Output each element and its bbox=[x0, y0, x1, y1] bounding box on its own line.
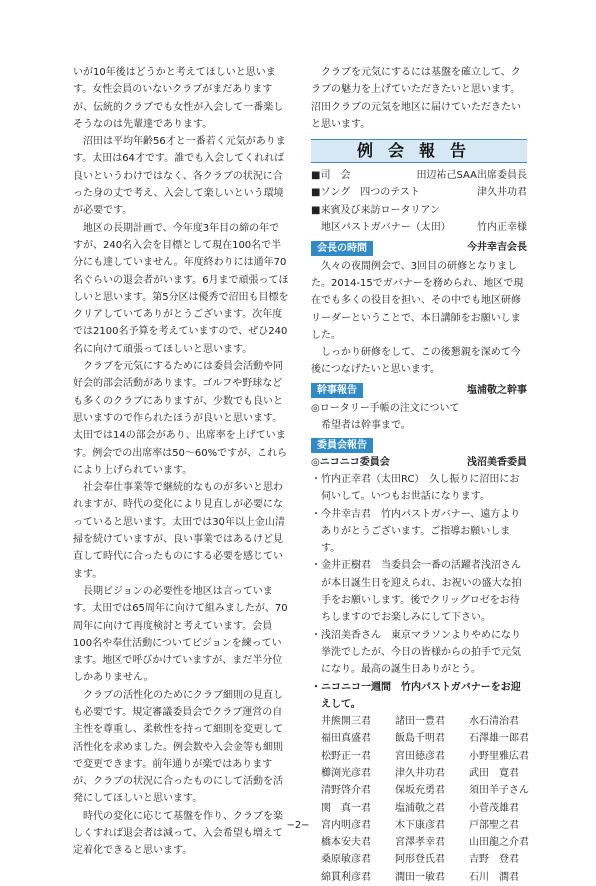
paragraph: クラブの活性化のためにクラブ細則の見直しも必要です。規定審議委員会でクラブ運営の自主性を尊重し、柔軟性を持って細則を変更して活性化を求めました。例会数や入会金等も細則で変更できます。前年通りが楽ではありますが、クラブの状況に合ったものにして活動を活発にしてほしいと思います。 bbox=[73, 689, 283, 805]
president-text: しっかり研修をして、この後懇親を深めて今後につなげたいと思います。 bbox=[311, 347, 521, 376]
program-row bbox=[311, 219, 527, 236]
name-row bbox=[321, 713, 527, 730]
paragraph: 社会奉仕事業等で継続的なものが多いと思われますが、時代の変化により見直しが必要になっていると思います。太田では30年以上金山清掃を続けていますが、良い事業ではあるけど見直して時代に合ったものにする必要を感じています。 bbox=[73, 482, 285, 580]
program-value: 津久井功君 bbox=[477, 187, 527, 199]
member-name: 潤田一敏君 bbox=[395, 871, 445, 883]
member-name: 塩浦敬之君 bbox=[395, 802, 445, 814]
member-name: 山田龍之介君 bbox=[469, 837, 529, 849]
program-value: 竹内正幸様 bbox=[477, 222, 527, 234]
niko-header bbox=[311, 454, 527, 471]
name-row bbox=[321, 730, 527, 747]
paragraph: クラブを元気にするためには委員会活動や同好会的部会活動があります。ゴルフや野球なども多くのクラブにありますが、少数でも良いと思いますので作られたほうが良いと思います。太田では14の部会があり、出席率を上げています。例会での出席率は50〜60%ですが、これらにより上げられています。 bbox=[73, 361, 288, 476]
member-name: 小野里雅広君 bbox=[469, 750, 529, 762]
member-name: 阿形登氏君 bbox=[395, 854, 445, 866]
member-name: 石川 潤君 bbox=[469, 871, 519, 883]
program-row bbox=[311, 167, 527, 184]
program-row bbox=[311, 202, 527, 219]
program-value: 田辺祐己SAA出席委員長 bbox=[416, 170, 527, 182]
program-label: 地区パストガバナー（太田） bbox=[321, 222, 451, 234]
member-name: 吉野 登君 bbox=[469, 854, 519, 866]
member-name: 清野啓介君 bbox=[321, 785, 371, 797]
paragraph: いが10年後はどうかと考えてほしいと思います。女性会員のいないクラブがまだありますが、伝統的クラブでも女性が入会して一番楽しそうなのは先輩達であります。 bbox=[73, 67, 284, 130]
member-name: 綿貫利彦君 bbox=[321, 871, 371, 883]
niko-speaker: 浅沼美香委員 bbox=[467, 456, 527, 468]
secretary-text: 希望者は幹事まで。 bbox=[321, 420, 411, 432]
paragraph: 時代の変化に応じて基盤を作り、クラブを楽しくすれば退会者は減って、入会希望も増えて定着化できると思います。 bbox=[73, 810, 283, 857]
member-name: 櫛渕光彦君 bbox=[321, 767, 371, 779]
member-name: 諸田一豊君 bbox=[395, 716, 445, 728]
niko-item: ・今井幸吉君 竹内パストガバナー、遠方よりありがとうございます。ご指導お願いします。 bbox=[311, 508, 521, 555]
president-text: 久々の夜間例会で、3回目の研修となりました。2014-15でガバナーを務められ、地区で現在でも多くの役目を担い、その中でも地区研修リーダーということで、本日講師をお願いしました。 bbox=[311, 260, 524, 341]
right-column bbox=[311, 64, 527, 886]
intro-paragraph: クラブを元気にするには基盤を確立して、クラブの魅力を上げていただきたいと思います。沼田クラブの元気を地区に届けていただきたいと思います。 bbox=[311, 67, 521, 130]
section-tag: 会長の時間 bbox=[311, 241, 373, 256]
member-name: 福田真盛君 bbox=[321, 733, 371, 745]
niko-item: ・浅沼美香さん 東京マラソンよりやめになり挙洗でしたが、今日の皆様からの拍手で元気になり。最高の誕生日ありがとう。 bbox=[311, 629, 521, 676]
name-row bbox=[321, 748, 527, 765]
name-row bbox=[321, 782, 527, 799]
member-name: 宮内明彦君 bbox=[321, 819, 371, 831]
niko-week: ・ニコニコ一週間 竹内パストガバナーをお迎えして。 bbox=[311, 681, 521, 710]
secretary-report-header bbox=[311, 382, 527, 399]
president-time-header bbox=[311, 239, 527, 256]
program-label: ■ソング 四つのテスト bbox=[311, 187, 420, 199]
member-name: 関 真一君 bbox=[321, 802, 371, 814]
secretary-text: ◎ロータリー手帳の注文について bbox=[311, 403, 460, 415]
member-name: 水石清治君 bbox=[469, 716, 519, 728]
member-name: 津久井功君 bbox=[395, 767, 445, 779]
name-row bbox=[321, 851, 527, 868]
member-name: 井熊開三君 bbox=[321, 716, 371, 728]
member-name: 戸部聖之君 bbox=[469, 819, 519, 831]
member-name: 桑原敏彦君 bbox=[321, 854, 371, 866]
section-tag: 幹事報告 bbox=[311, 383, 363, 398]
member-name: 飯島千明君 bbox=[395, 733, 445, 745]
section-speaker: 塩浦敬之幹事 bbox=[467, 384, 527, 396]
page-number: −2− bbox=[286, 820, 310, 831]
member-name: 橋本安夫君 bbox=[321, 837, 371, 849]
member-name: 宮田徳彦君 bbox=[395, 750, 445, 762]
member-name: 石澤雄一郎君 bbox=[469, 733, 529, 745]
committee-report-header bbox=[311, 438, 527, 453]
niko-item: ・金井正樹君 当委員会一番の活躍者浅沼さんが本日誕生日を迎えられ、お祝いの盛大な拍手をお願いします。後でクリッグロゼをお待ちしますのでお楽しみにして下さい。 bbox=[311, 560, 522, 624]
member-name: 木下康彦君 bbox=[395, 819, 445, 831]
name-row bbox=[321, 765, 527, 782]
paragraph: 沼田は平均年齢56才と一番若く元気があります。太田は64才です。誰でも入会してくれれば良いというわけではなく、各クラブの状況に合った身の丈で考え、入会して楽しいという環境が必要です。 bbox=[73, 136, 286, 217]
section-tag: 委員会報告 bbox=[311, 438, 373, 453]
member-name: 武田 寛君 bbox=[469, 767, 519, 779]
name-row bbox=[321, 869, 527, 886]
niko-title: ◎ニコニコ委員会 bbox=[311, 456, 390, 468]
member-name: 保坂充勇君 bbox=[395, 785, 445, 797]
member-name: 須田羊子さん bbox=[469, 785, 529, 797]
paragraph: 長期ビジョンの必要性を地区は言っています。太田では65周年に向けて組みましたが、70周年に向けて再度検討と考えています。会員100名や奉仕活動についてビジョンを練っています。地区で呼びかけていますが、まだ半分位しかありません。 bbox=[73, 585, 288, 684]
left-column bbox=[73, 64, 289, 860]
member-name: 松野正一君 bbox=[321, 750, 371, 762]
member-name: 宮澤孝幸君 bbox=[395, 837, 445, 849]
program-label: ■来賓及び来訪ロータリアン bbox=[311, 204, 441, 216]
name-row bbox=[321, 800, 527, 817]
meeting-report-banner: 例会報告 bbox=[311, 139, 527, 163]
name-row bbox=[321, 834, 527, 851]
member-name: 小菅茂雄君 bbox=[469, 802, 519, 814]
niko-item: ・竹内正幸君（太田RC） 久し振りに沼田にお伺いして。いつもお世話になります。 bbox=[311, 473, 520, 503]
member-names bbox=[321, 713, 527, 886]
paragraph: 地区の長期計画で、今年度3年目の締の年ですが、240名入会を目標として現在100名で半分にも達していません。年度終わりには通年70名ぐらいの退会者がいます。6月まで頑張ってほしいと思います。第5分区は優秀で沼田も目標をクリアしていてありがとうございます。次年度では2100名予算を考えていますので、ぜひ240名に向けて頑張ってほしいと思います。 bbox=[73, 222, 289, 355]
program-row bbox=[311, 184, 527, 201]
program-label: ■司 会 bbox=[311, 170, 351, 182]
section-speaker: 今井幸吉会長 bbox=[467, 242, 527, 254]
